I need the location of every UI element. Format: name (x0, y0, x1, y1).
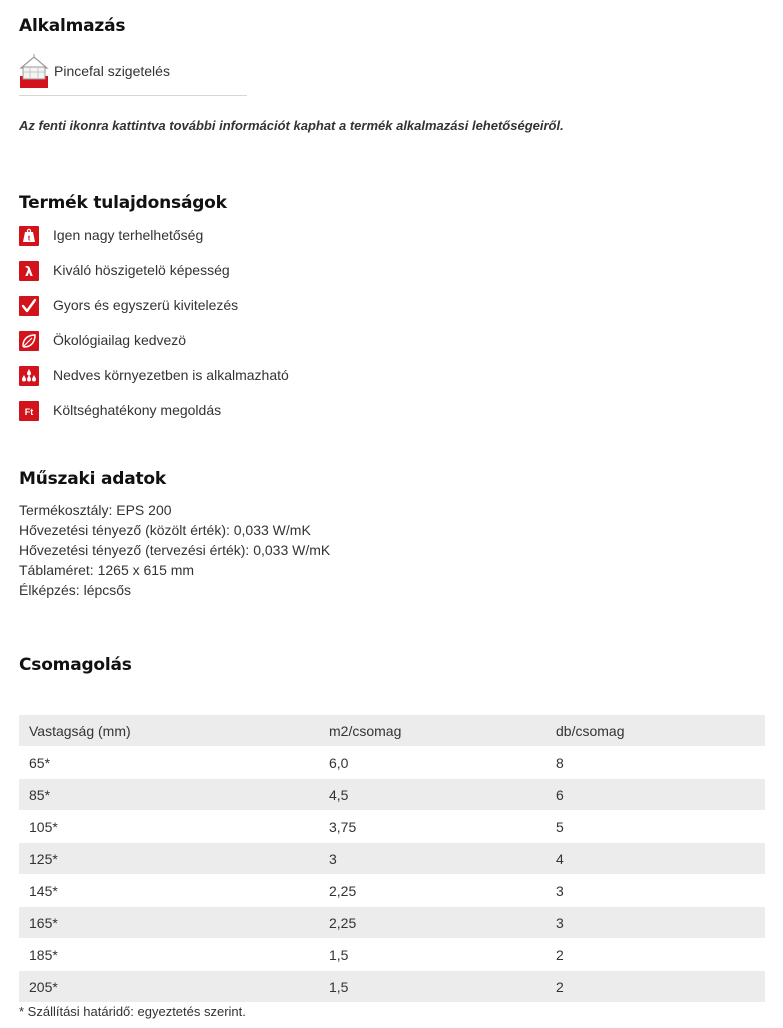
packaging-table (19, 715, 765, 1003)
property-label: Ökológiailag kedvezö (53, 332, 187, 348)
water-drops-icon (19, 366, 39, 386)
cell-thickness: 65* (19, 747, 319, 779)
table-header-row (19, 715, 765, 747)
table-row (19, 939, 765, 971)
property-label: Igen nagy terhelhetőség (53, 227, 204, 243)
cell-pieces-per-pack: 6 (546, 779, 765, 811)
property-label: Kiváló höszigetelö képesség (53, 262, 230, 278)
svg-text:Ft: Ft (24, 407, 34, 417)
cell-pieces-per-pack: 2 (546, 939, 765, 971)
technical-data (19, 500, 330, 600)
lambda-icon (19, 261, 39, 281)
technical-line: Élképzés: lépcsős (19, 582, 132, 598)
cell-m2-per-pack: 1,5 (319, 971, 546, 1003)
load-weight-icon (19, 226, 39, 246)
leaf-icon (19, 331, 39, 351)
basement-wall-icon[interactable] (19, 54, 49, 90)
technical-heading: Műszaki adatok (19, 469, 166, 489)
table-row (19, 811, 765, 843)
cell-m2-per-pack: 3,75 (319, 811, 546, 843)
packaging-footnote: * Szállítási határidő: egyeztetés szerint. (19, 1004, 246, 1019)
cell-thickness: 125* (19, 843, 319, 875)
technical-line: Hővezetési tényező (közölt érték): 0,033 W/mK (19, 522, 311, 538)
property-label: Gyors és egyszerü kivitelezés (53, 297, 239, 313)
checkmark-icon (19, 296, 39, 316)
column-header-pieces-per-pack: db/csomag (546, 715, 765, 747)
cell-thickness: 145* (19, 875, 319, 907)
cell-m2-per-pack: 4,5 (319, 779, 546, 811)
cell-pieces-per-pack: 8 (546, 747, 765, 779)
technical-line: Termékosztály: EPS 200 (19, 502, 172, 518)
cell-thickness: 205* (19, 971, 319, 1003)
cell-pieces-per-pack: 3 (546, 875, 765, 907)
technical-line: Táblaméret: 1265 x 615 mm (19, 562, 195, 578)
column-header-m2-per-pack: m2/csomag (319, 715, 546, 747)
column-header-thickness: Vastagság (mm) (19, 715, 319, 747)
cell-pieces-per-pack: 5 (546, 811, 765, 843)
cell-thickness: 165* (19, 907, 319, 939)
cell-pieces-per-pack: 3 (546, 907, 765, 939)
cell-thickness: 85* (19, 779, 319, 811)
table-row (19, 843, 765, 875)
properties-heading: Termék tulajdonságok (19, 193, 227, 213)
property-label: Költséghatékony megoldás (53, 402, 222, 418)
cell-m2-per-pack: 1,5 (319, 939, 546, 971)
technical-line: Hővezetési tényező (tervezési érték): 0,033 W/mK (19, 542, 331, 558)
cell-thickness: 105* (19, 811, 319, 843)
application-note: Az fenti ikonra kattintva további információt kaphat a termék alkalmazási lehetőségeiről. (19, 118, 564, 133)
table-row (19, 875, 765, 907)
table-row (19, 971, 765, 1003)
cell-m2-per-pack: 2,25 (319, 875, 546, 907)
cell-pieces-per-pack: 2 (546, 971, 765, 1003)
application-heading: Alkalmazás (19, 16, 126, 36)
packaging-heading: Csomagolás (19, 655, 132, 675)
cell-m2-per-pack: 3 (319, 843, 546, 875)
svg-text:λ: λ (24, 265, 34, 280)
property-label: Nedves környezetben is alkalmazható (53, 367, 289, 383)
table-row (19, 779, 765, 811)
ft-currency-icon (19, 401, 39, 421)
cell-pieces-per-pack: 4 (546, 843, 765, 875)
table-row (19, 907, 765, 939)
svg-text:t: t (27, 235, 31, 243)
application-item-label[interactable]: Pincefal szigetelés (54, 63, 170, 79)
cell-thickness: 185* (19, 939, 319, 971)
cell-m2-per-pack: 6,0 (319, 747, 546, 779)
table-row (19, 747, 765, 779)
cell-m2-per-pack: 2,25 (319, 907, 546, 939)
application-item-basement-wall[interactable] (19, 52, 247, 96)
